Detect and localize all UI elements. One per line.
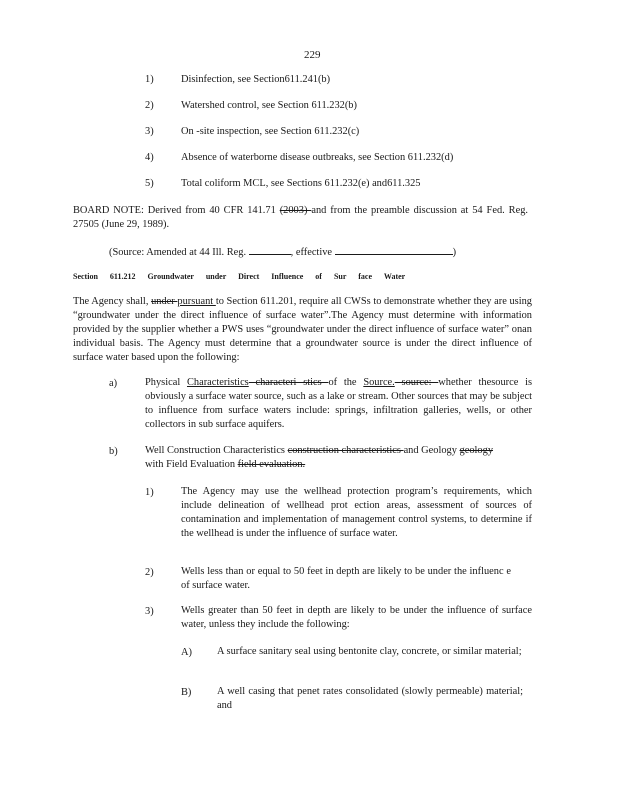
sub-item-number: 1) bbox=[145, 487, 154, 498]
sub-item-text: The Agency may use the wellhead protection program’s requirements, which include delineation of wellhead prot ection areas, assessment of sources of contamination and implementation of management control systems, to determine if the wellhead is under the influence of surface water. bbox=[181, 486, 532, 539]
list-item-text: Absence of waterborne disease outbreaks, see Section 611.232(d) bbox=[181, 152, 454, 163]
inserted-text: Source. bbox=[363, 377, 395, 388]
list-item-number: 4) bbox=[145, 152, 154, 163]
inserted-text: pursuant bbox=[177, 296, 216, 307]
list-item-number: 5) bbox=[145, 178, 154, 189]
inserted-text: Characteristics bbox=[186, 377, 249, 388]
item-b-label: b) bbox=[109, 446, 118, 457]
item-text: Well Construction Characteristics bbox=[145, 445, 288, 456]
board-note-text: BOARD NOTE: Derived from 40 CFR 141.71 bbox=[73, 205, 280, 216]
item-a-text bbox=[145, 376, 532, 432]
source-text: (Source: Amended at 44 Ill. Reg. bbox=[109, 247, 249, 258]
list-item-number: 2) bbox=[145, 100, 154, 111]
list-item-text: On -site inspection, see Section 611.232(c) bbox=[181, 126, 360, 137]
source-note bbox=[109, 244, 456, 259]
sub-sub-item-text: A surface sanitary seal using bentonite clay, concrete, or similar material; bbox=[217, 646, 522, 657]
sub-item-text: Wells less than or equal to 50 feet in depth are likely to be under the influenc e of surface water. bbox=[181, 566, 511, 591]
intro-paragraph bbox=[73, 295, 532, 365]
section-heading: Section 611.212 Groundwater under Direct Influence of Sur face Water bbox=[73, 272, 406, 281]
sub-item-text: Wells greater than 50 feet in depth are likely to be under the influence of surface water, unless they include the following: bbox=[181, 605, 532, 630]
board-note bbox=[73, 204, 528, 232]
blank-line bbox=[249, 244, 291, 255]
sub-sub-item-letter: B) bbox=[181, 687, 192, 698]
sub-item-number: 3) bbox=[145, 606, 154, 617]
blank-line bbox=[335, 244, 453, 255]
item-text: whether thesource is obviously a surface water source, such as a lake or stream. Other sources that may be subject to influence from surface waters include: springs, infiltration galleries, wells, or other collectors in sub surface aquifers. bbox=[145, 377, 533, 430]
intro-text: The Agency shall, bbox=[73, 296, 152, 307]
item-text: Physical bbox=[145, 377, 187, 388]
list-item-text: Watershed control, see Section 611.232(b) bbox=[181, 100, 357, 111]
item-text: with Field Evaluation bbox=[145, 459, 238, 470]
deleted-text: geology bbox=[459, 445, 494, 456]
list-item-number: 1) bbox=[145, 74, 154, 85]
deleted-text: characteri stics bbox=[248, 377, 329, 388]
source-close: ) bbox=[452, 247, 457, 258]
deleted-text: field evaluation. bbox=[237, 459, 306, 470]
item-b-text bbox=[145, 444, 505, 472]
board-note-text: and from the preamble discussion at 54 Fed. Reg. 27505 (June 29, 1989). bbox=[73, 205, 528, 230]
deleted-text: under bbox=[151, 296, 178, 307]
page-number: 229 bbox=[304, 49, 321, 61]
deleted-text: source: bbox=[394, 377, 439, 388]
board-note-deleted-text: (2003) bbox=[279, 205, 312, 216]
source-text: , effective bbox=[290, 247, 335, 258]
list-item-number: 3) bbox=[145, 126, 154, 137]
sub-item-number: 2) bbox=[145, 567, 154, 578]
item-text: and Geology bbox=[403, 445, 460, 456]
intro-text: to Section 611.201, require all CWSs to demonstrate whether they are using “groundwater under the direct influence of surface water”.The Agency must determine with information provided by the supplier whether a PWS uses “groundwater under the direct influence of surface water” onan individual basis. The Agency must determine that a groundwater source is under the direct influence of surface water based upon the following: bbox=[73, 296, 532, 363]
item-text: of the bbox=[328, 377, 364, 388]
list-item-text: Disinfection, see Section611.241(b) bbox=[181, 74, 331, 85]
sub-sub-item-letter: A) bbox=[181, 647, 192, 658]
sub-sub-item-text: A well casing that penet rates consolidated (slowly permeable) material; and bbox=[217, 686, 523, 711]
deleted-text: construction characteristics bbox=[287, 445, 404, 456]
list-item-text: Total coliform MCL, see Sections 611.232(e) and611.325 bbox=[181, 178, 421, 189]
item-a-label: a) bbox=[109, 378, 118, 389]
